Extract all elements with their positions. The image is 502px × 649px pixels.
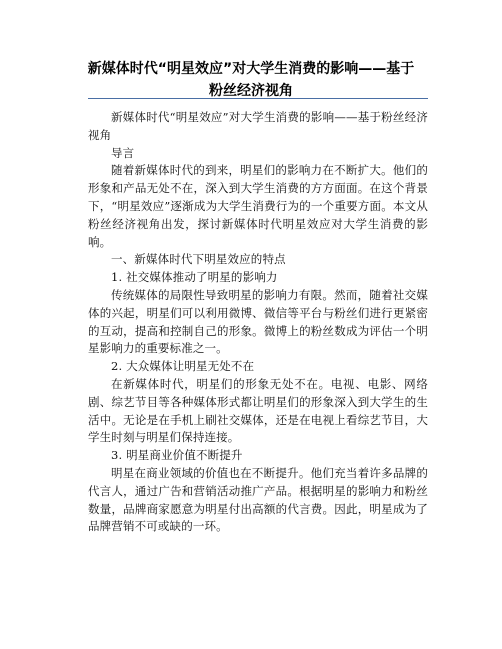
document-body <box>88 109 428 536</box>
subsection-heading-3: 3. 明星商业价值不断提升 <box>111 448 243 463</box>
section-heading-1: 一、新媒体时代下明星效应的特点 <box>111 252 286 267</box>
subsection-heading-2: 2. 大众媒体让明星无处不在 <box>111 359 255 374</box>
title-line-2: 粉丝经济视角 <box>209 83 293 99</box>
paragraph-repeated-title: 新媒体时代“明星效应”对大学生消费的影响——基于粉丝经济视角 <box>88 110 428 142</box>
paragraph-introduction-heading: 导言 <box>111 145 135 160</box>
paragraph-introduction: 随着新媒体时代的到来，明星们的影响力在不断扩大。他们的形象和产品无处不在，深入到大学生消费的方方面面。在这个背景下，“明星效应”逐渐成为大学生消费行为的一个重要方面。本文从粉丝经济视角出发，探讨新媒体时代明星效应对大学生消费的影响。 <box>88 163 428 249</box>
paragraph-commercial-value: 明星在商业领域的价值也在不断提升。他们充当着许多品牌的代言人，通过广告和营销活动推广产品。根据明星的影响力和粉丝数量，品牌商家愿意为明星付出高额的代言费。因此，明星成为了品牌营销不可或缺的一环。 <box>88 465 428 534</box>
subsection-heading-1: 1. 社交媒体推动了明星的影响力 <box>111 270 278 285</box>
title-divider <box>88 98 428 99</box>
title-line-1: 新媒体时代“明星效应”对大学生消费的影响——基于 <box>87 61 415 77</box>
paragraph-mass-media: 在新媒体时代，明星们的形象无处不在。电视、电影、网络剧、综艺节目等各种媒体形式都让明星们的形象深入到大学生的生活中。无论是在手机上刷社交媒体，还是在电视上看综艺节目，大学生时刻与明星们保持连接。 <box>88 376 428 445</box>
document-title <box>60 58 442 102</box>
paragraph-social-media: 传统媒体的局限性导致明星的影响力有限。然而，随着社交媒体的兴起，明星们可以利用微博、微信等平台与粉丝们进行更紧密的互动，提高和控制自己的形象。微博上的粉丝数成为评估一个明星影响力的重要标准之一。 <box>88 287 428 356</box>
